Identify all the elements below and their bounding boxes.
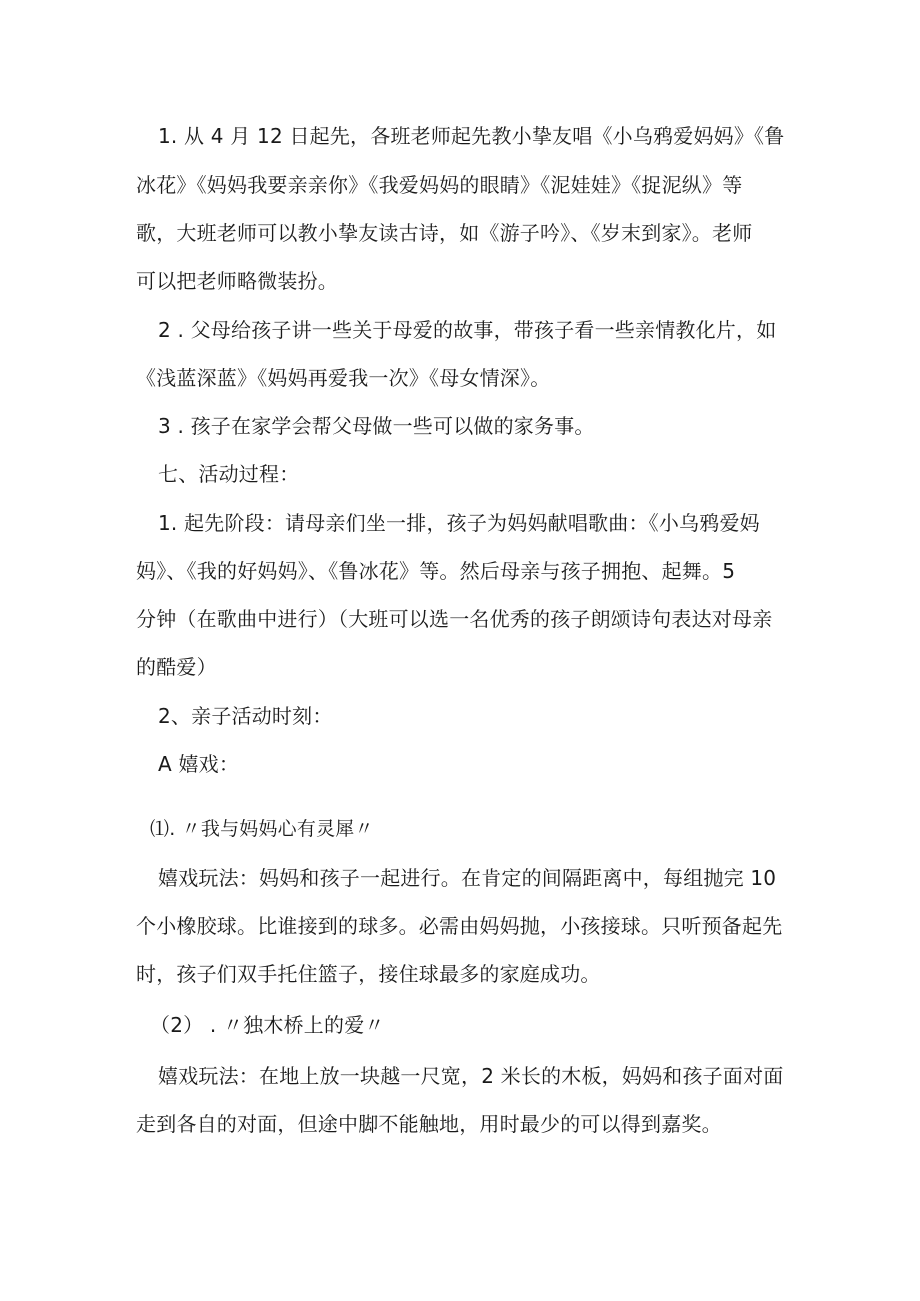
text-line: 分钟（在歌曲中进行）（大班可以选一名优秀的孩子朗颂诗句表达对母亲 bbox=[136, 607, 773, 631]
text-line: 2 . 父母给孩子讲一些关于母爱的故事，带孩子看一些亲情教化片，如 bbox=[158, 318, 777, 342]
text-line: 个小橡胶球。比谁接到的球多。必需由妈妈抛，小孩接球。只听预备起先 bbox=[136, 914, 783, 938]
subsection-heading: 2、亲子活动时刻： bbox=[158, 704, 333, 728]
text-line: 嬉戏玩法：妈妈和孩子一起进行。在肯定的间隔距离中，每组抛完 10 bbox=[158, 866, 777, 890]
text-line: 妈》、《我的好妈妈》、《鲁冰花》等。然后母亲与孩子拥抱、起舞。5 bbox=[136, 559, 736, 583]
text-line: 3 . 孩子在家学会帮父母做一些可以做的家务事。 bbox=[158, 414, 595, 438]
section-heading: 七、活动过程： bbox=[158, 462, 300, 486]
text-line: 嬉戏玩法：在地上放一块越一尺宽，2 米长的木板，妈妈和孩子面对面 bbox=[158, 1064, 784, 1088]
text-line: 1. 从 4 月 12 日起先，各班老师起先教小挚友唱《小乌鸦爱妈妈》《鲁 bbox=[158, 124, 785, 148]
text-line: 走到各自的对面，但途中脚不能触地，用时最少的可以得到嘉奖。 bbox=[136, 1112, 722, 1136]
game-title: （2） . 〃独木桥上的爱〃 bbox=[150, 1013, 385, 1037]
text-line: 《浅蓝深蓝》《妈妈再爱我一次》《母女情深》。 bbox=[136, 366, 551, 390]
game-title: ⑴. 〃我与妈妈心有灵犀〃 bbox=[150, 818, 374, 840]
subsection-heading: A 嬉戏： bbox=[158, 752, 240, 776]
text-line: 冰花》《妈妈我要亲亲你》《我爱妈妈的眼睛》《泥娃娃》《捉泥纵》等 bbox=[136, 173, 743, 197]
text-line: 歌，大班老师可以教小挚友读古诗，如《游子吟》、《岁末到家》。老师 bbox=[136, 221, 753, 245]
text-line: 可以把老师略微装扮。 bbox=[136, 269, 338, 293]
text-line: 1. 起先阶段：请母亲们坐一排，孩子为妈妈献唱歌曲：《小乌鸦爱妈 bbox=[158, 511, 760, 535]
text-line: 的酷爱） bbox=[136, 655, 217, 679]
text-line: 时，孩子们双手托住篮子，接住球最多的家庭成功。 bbox=[136, 962, 601, 986]
